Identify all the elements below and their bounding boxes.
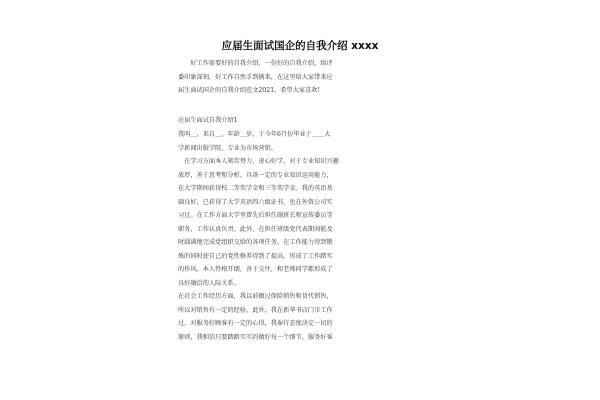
body-line: 的作风。本人性格开朗，善于交往，和老师同学都形成了 [178,266,333,273]
body-line: 所以对销售有一定的经验。此外，我在新华书店门市工作 [178,306,333,314]
body-line: 础良好，已获得了大学英语四六级证书，也在外资公司实 [178,198,333,206]
intro-line: 委印象深刻，好工作自然手到擒来，在这里给大家带来应 [178,73,333,81]
body-line: 在大学期间获得校二等奖学金和三等奖学金。我的英语基 [178,185,333,192]
body-line: 在学习方面本人刻苦努力，虚心好学，对于专业知识兴趣 [178,158,339,165]
body-line: 良好融洽的人际关系。 [178,279,240,287]
body-line: 时圆满地完成党组织交给的各项任务，在工作能力得到锻 [178,239,333,246]
body-line: 我叫＿，来自＿，年龄＿岁，于今年6月份毕业于＿＿大 [178,131,331,138]
body-line: 职务，工作认真负责。此外，在担任班级党代表期间能及 [178,225,333,233]
document-page [178,0,422,400]
body-line: 在社会工作经历方面，我以前做过保险销售和货代销售， [178,293,333,300]
body-text [178,128,422,344]
body-line: 炼的同时使自己的党性修养得到了提高，形成了工作踏实 [178,252,333,260]
intro-line: 届生面试国企的自我介绍范文2021，希望大家喜欢! [178,87,320,94]
body-line: 学新闻出版学院，专业为市场营销。 [178,144,277,152]
intro-paragraph [178,57,418,98]
intro-line: 好工作需要好的自我介绍，一份好的自我介绍，给评 [178,60,333,67]
body-line: 过，对服务好顾客有一定的心得，我奉行态度决定一切的 [178,320,333,327]
document-title: 应届生面试国企的自我介绍 xxxx [221,40,379,52]
body-line: 原则，我相信只要踏踏实实的做好每一个细节，服务好客 [178,333,333,341]
body-line: 习过。在工作方面大学里曾先后担任副班长和宣传委员等 [178,212,333,219]
body-line: 浓厚，善于思考和分析，具备一定的专业知识运用能力， [178,171,333,179]
section-title: 应届生面试自我介绍1 [178,117,238,124]
